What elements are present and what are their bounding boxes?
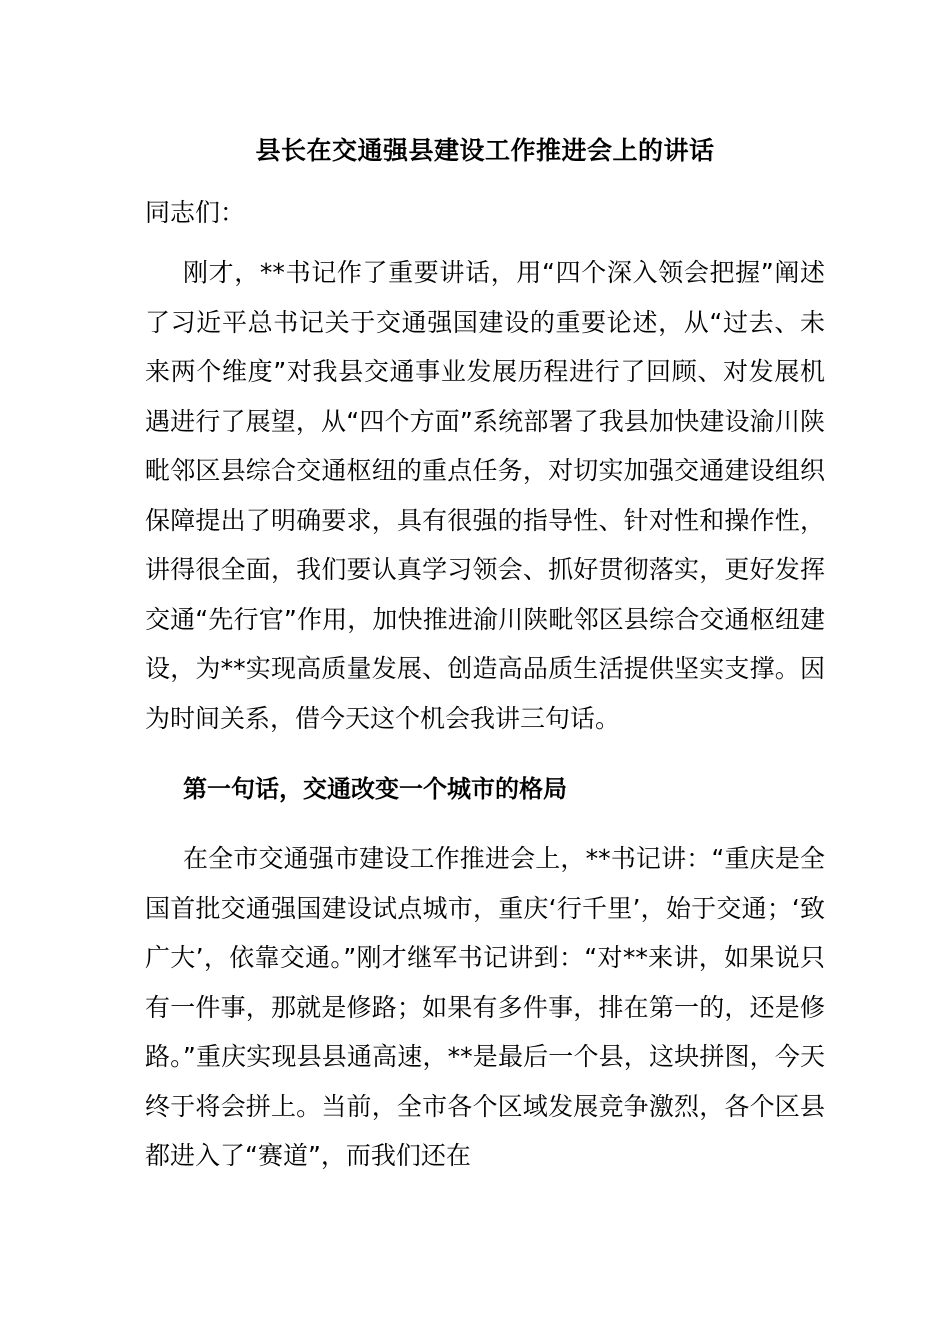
section-heading-1: 第一句话，交通改变一个城市的格局 — [183, 775, 567, 803]
document-title: 县长在交通强县建设工作推进会上的讲话 — [255, 136, 715, 165]
paragraph-intro: 刚才，**书记作了重要讲话，用“四个深入领会把握”阐述了习近平总书记关于交通强国建设的重要论述，从“过去、未来两个维度”对我县交通事业发展历程进行了回顾、对发展机遇进行了展望，从“四个方面”系统部署了我县加快建设渝川陕毗邻区县综合交通枢纽的重点任务，对切实加强交通建设组织保障提出了明确要求，具有很强的指导性、针对性和操作性，讲得很全面，我们要认真学习领会、抓好贯彻落实，更好发挥交通“先行官”作用，加快推进渝川陕毗邻区县综合交通枢纽建设，为**实现高质量发展、创造高品质生活提供坚实支撑。因为时间关系，借今天这个机会我讲三句话。 — [145, 258, 825, 733]
paragraph-section-1: 在全市交通强市建设工作推进会上，**书记讲：“重庆是全国首批交通强国建设试点城市，重庆‘行千里’，始于交通；‘致广大’，依靠交通。”刚才继军书记讲到：“对**来讲，如果说只有一件事，那就是修路；如果有多件事，排在第一的，还是修路。”重庆实现县县通高速，**是最后一个县，这块拼图，今天终于将会拼上。当前，全市各个区域发展竞争激烈，各个区县都进入了“赛道”，而我们还在 — [145, 844, 825, 1170]
document-body — [145, 128, 825, 1181]
salutation: 同志们： — [145, 198, 246, 227]
